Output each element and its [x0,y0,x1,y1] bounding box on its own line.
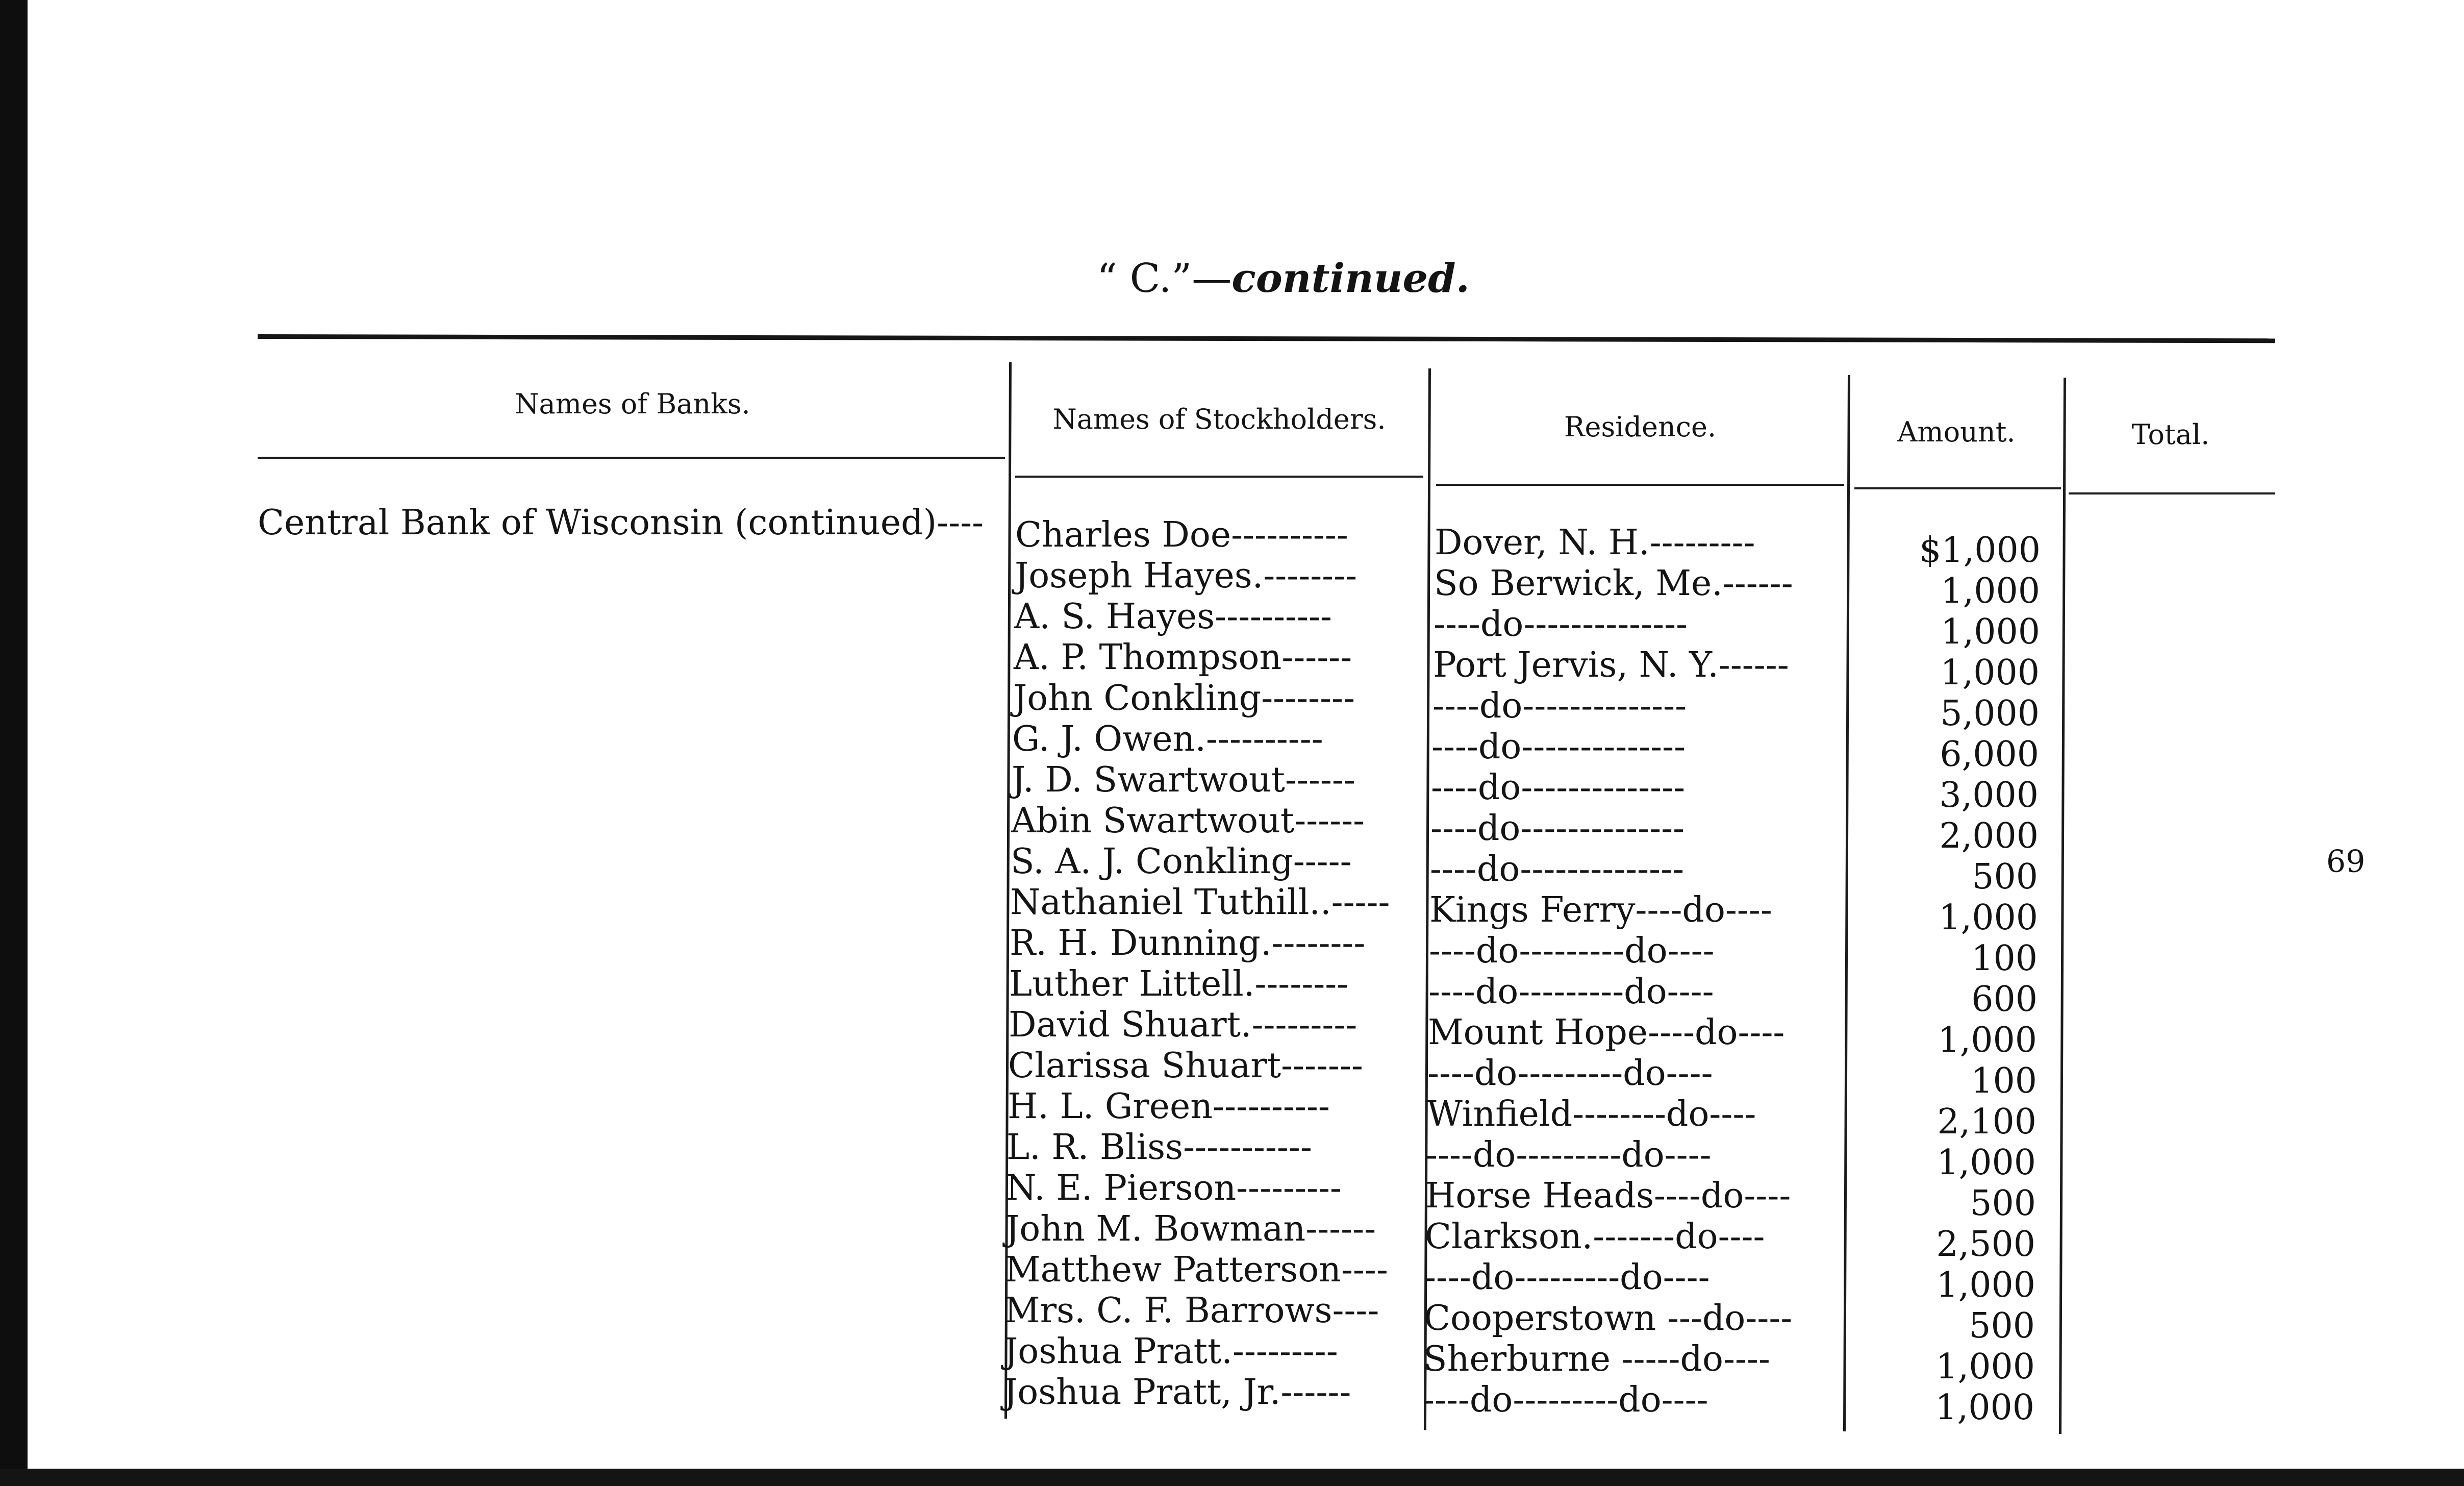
stockholder-amount: 600 [1971,979,2038,1020]
stockholder-amount: 1,000 [1941,612,2040,652]
stockholder-name: Joshua Pratt.--------- [1004,1331,1338,1372]
stockholder-residence: Clarkson.-------do---- [1425,1217,1765,1257]
stockholder-residence: So Berwick, Me.------ [1434,563,1793,604]
stockholder-name: R. H. Dunning.-------- [1010,923,1366,963]
stockholder-name: H. L. Green---------- [1008,1086,1330,1127]
stockholder-residence: ----do---------do---- [1423,1380,1708,1420]
stockholder-residence: ----do---------do---- [1429,931,1715,971]
stockholder-amount: 6,000 [1940,734,2039,775]
page-title [1097,255,1470,302]
stockholder-name: S. A. J. Conkling----- [1011,841,1352,882]
column-divider-4 [2059,378,2066,1434]
header-amount: Amount. [1897,416,2016,448]
table-top-rule [258,334,2275,343]
stockholder-amount: 1,000 [1938,1020,2037,1060]
stockholder-residence: Cooperstown ---do---- [1424,1298,1793,1339]
header-residence: Residence. [1564,411,1717,443]
stockholder-amount: 1,000 [1937,1143,2036,1183]
stockholder-amount: 2,500 [1936,1224,2035,1265]
stockholder-name: L. R. Bliss----------- [1007,1127,1312,1168]
stockholder-name: Luther Littell.-------- [1009,964,1349,1004]
stockholder-amount: 2,100 [1937,1102,2036,1142]
stockholder-residence: ----do-------------- [1430,849,1684,889]
stockholder-name: A. S. Hayes---------- [1014,597,1332,637]
stockholder-name: A. P. Thompson------ [1014,637,1352,678]
stockholder-residence: Dover, N. H.--------- [1435,523,1755,563]
header-names-of-stockholders: Names of Stockholders. [1052,403,1386,435]
stockholder-amount: 5,000 [1940,694,2040,734]
stockholder-name: Abin Swartwout------ [1011,801,1365,841]
header-rule-stockholders [1015,476,1423,478]
stockholder-name: Joseph Hayes.-------- [1015,556,1357,596]
stockholder-name: John M. Bowman------ [1005,1209,1376,1249]
stockholder-residence: ----do-------------- [1431,767,1686,808]
header-rule-total [2069,492,2275,494]
stockholder-amount: 2,000 [1939,816,2039,856]
stockholder-amount: 1,000 [1936,1265,2035,1305]
stockholder-amount: 500 [1972,857,2038,897]
stockholder-residence: Horse Heads----do---- [1425,1176,1791,1216]
bank-name: Central Bank of Wisconsin (continued)---- [258,503,984,543]
stockholder-residence: Port Jervis, N. Y.------ [1433,645,1789,685]
stockholder-amount: 1,000 [1935,1388,2034,1428]
title-continued: continued. [1231,255,1470,302]
stockholder-name: Charles Doe---------- [1015,515,1348,555]
page-number: 69 [2326,842,2366,878]
stockholder-name: G. J. Owen.---------- [1012,719,1323,759]
stockholder-residence: ----do-------------- [1432,686,1687,726]
stockholder-name: David Shuart.--------- [1009,1005,1357,1045]
stockholder-residence: ----do-------------- [1434,604,1688,645]
stockholder-name: Mrs. C. F. Barrows---- [1004,1291,1379,1331]
stockholder-amount: 1,000 [1939,898,2038,938]
stockholder-residence: ----do---------do---- [1426,1135,1712,1175]
stockholder-amount: 500 [1970,1183,2036,1224]
stockholder-amount: 500 [1969,1306,2035,1346]
stockholder-residence: ----do---------do---- [1427,1053,1713,1094]
stockholder-amount: 1,000 [1941,571,2040,611]
stockholder-residence: Mount Hope----do---- [1428,1012,1785,1053]
stockholder-residence: ----do-------------- [1430,808,1685,849]
stockholder-amount: $1,000 [1919,530,2041,571]
stockholder-residence: ----do---------do---- [1428,972,1714,1012]
stockholder-amount: 100 [1971,938,2038,979]
column-divider-3 [1843,375,1850,1431]
header-rule-amount [1854,487,2061,489]
header-names-of-banks: Names of Banks. [515,388,750,420]
title-prefix: “ C.”— [1097,256,1232,302]
stockholder-residence: Winfield--------do---- [1427,1094,1756,1134]
stockholder-name: John Conkling-------- [1013,678,1355,719]
stockholder-residence: Sherburne -----do---- [1423,1339,1770,1379]
stockholder-residence: ----do---------do---- [1424,1257,1710,1298]
stockholder-residence: ----do-------------- [1431,727,1686,767]
stockholder-name: Matthew Patterson---- [1005,1250,1388,1290]
stockholder-name: Joshua Pratt, Jr.------ [1003,1372,1351,1413]
header-rule-banks [258,457,1005,459]
header-total: Total. [2131,418,2210,451]
stockholder-name: J. D. Swartwout------ [1012,760,1355,800]
stockholder-amount: 1,000 [1940,653,2040,693]
header-rule-residence [1436,484,1844,486]
stockholder-residence: Kings Ferry----do---- [1429,890,1772,930]
stockholder-name: Nathaniel Tuthill..----- [1010,882,1390,923]
stockholder-name: N. E. Pierson--------- [1006,1168,1342,1208]
stockholder-amount: 3,000 [1939,775,2039,815]
stockholder-amount: 100 [1971,1061,2037,1101]
stockholder-name: Clarissa Shuart------- [1008,1046,1363,1086]
stockholder-amount: 1,000 [1935,1347,2035,1387]
